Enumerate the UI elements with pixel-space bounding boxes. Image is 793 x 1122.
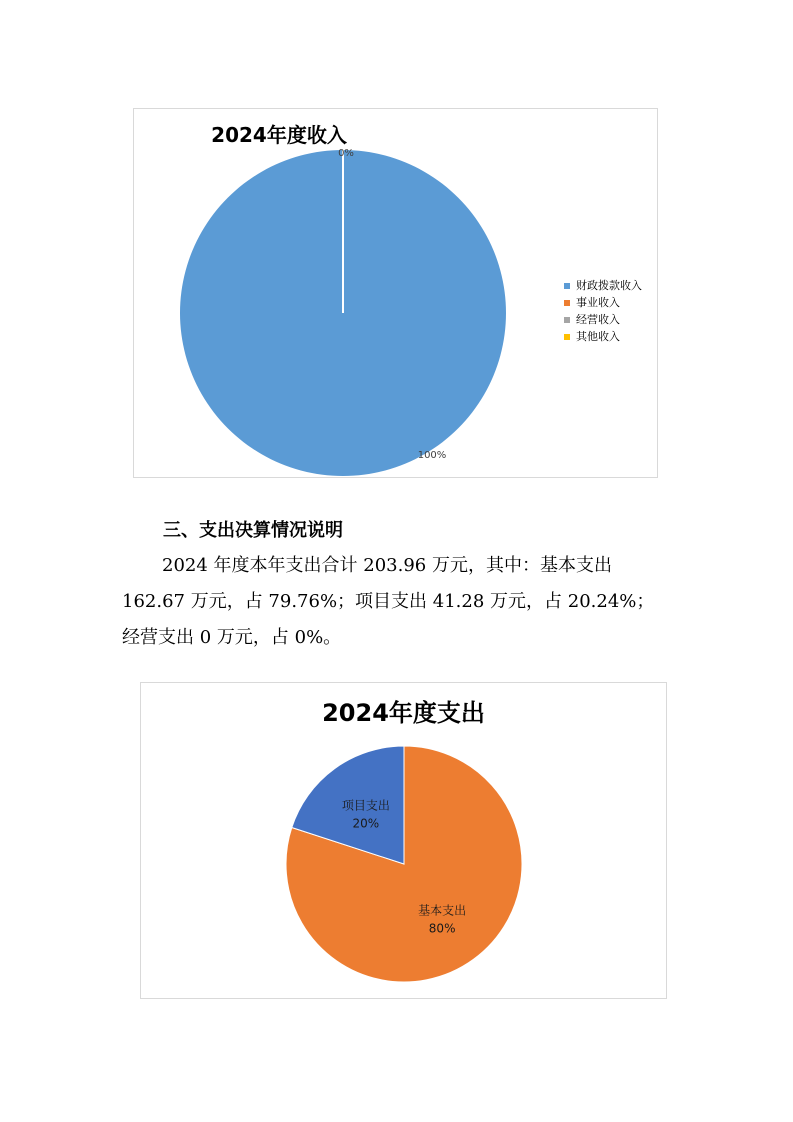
category-label: 基本支出 [418, 903, 467, 918]
section-paragraph [122, 548, 682, 656]
expense-chart [140, 682, 667, 999]
data-label: 20% [352, 816, 380, 831]
paragraph-line: 2024 年度本年支出合计 203.96 万元，其中：基本支出 [162, 555, 612, 576]
legend-item [564, 294, 642, 311]
income-chart [133, 108, 658, 478]
legend-label: 其他收入 [576, 330, 620, 343]
legend-item [564, 328, 642, 345]
data-label: 0% [338, 148, 354, 159]
expense-chart-title: 2024年度支出 [322, 699, 485, 727]
data-label: 100% [417, 450, 447, 461]
legend-item [564, 311, 642, 328]
section-heading: 三、支出决算情况说明 [163, 520, 343, 541]
expense-pie [141, 683, 668, 1000]
legend-item [564, 277, 642, 294]
data-label: 80% [428, 921, 456, 936]
paragraph-line: 162.67 万元，占 79.76%；项目支出 41.28 万元，占 20.24%； [122, 591, 655, 612]
income-chart-title: 2024年度收入 [211, 123, 347, 147]
legend-label: 事业收入 [576, 296, 620, 309]
legend-swatch [564, 334, 570, 340]
legend-swatch [564, 283, 570, 289]
legend-label: 经营收入 [576, 313, 620, 326]
legend-swatch [564, 300, 570, 306]
category-label: 项目支出 [341, 798, 390, 813]
legend-label: 财政拨款收入 [576, 279, 642, 292]
legend-swatch [564, 317, 570, 323]
paragraph-line: 经营支出 0 万元，占 0%。 [122, 627, 342, 648]
income-legend [564, 277, 642, 345]
